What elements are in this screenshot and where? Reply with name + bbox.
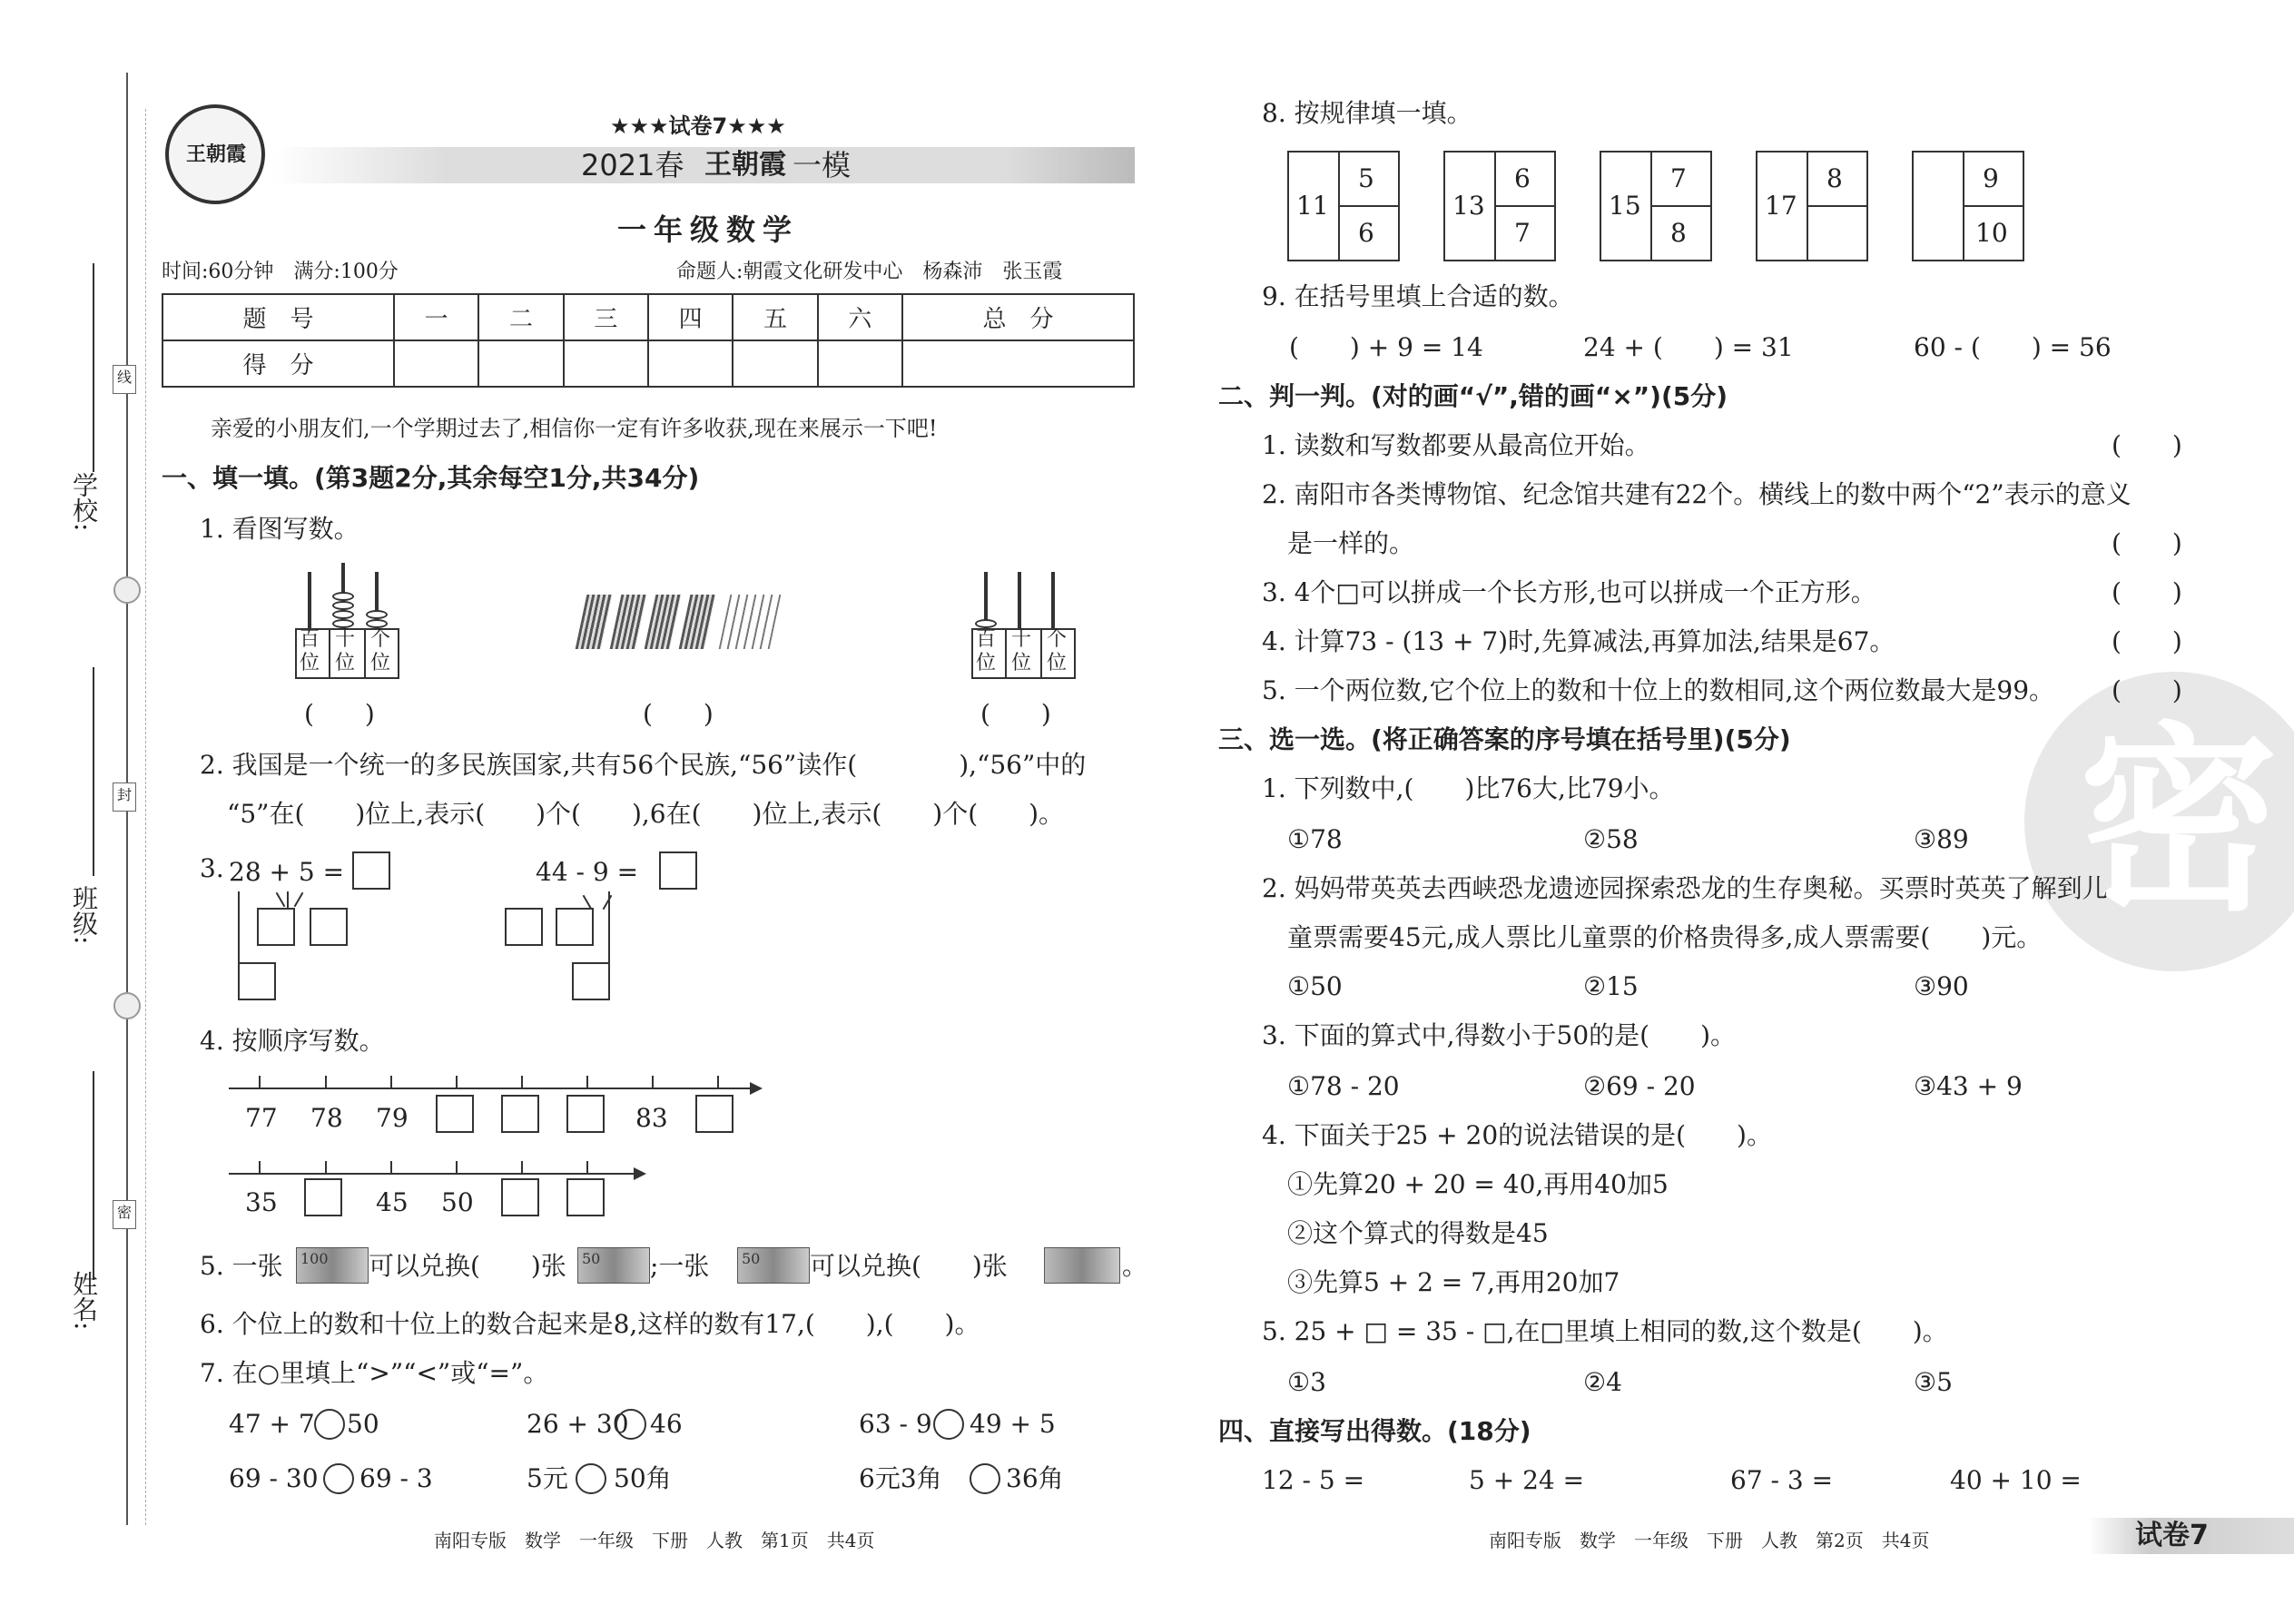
answer-paren[interactable]: ( ) — [304, 699, 375, 729]
judge-paren[interactable]: ( ) — [2112, 675, 2182, 705]
answer-box[interactable] — [436, 1095, 474, 1133]
arrow-head — [750, 1082, 763, 1095]
judge-paren[interactable]: ( ) — [2112, 626, 2182, 656]
number-line-1 — [229, 1088, 753, 1089]
binding-knot-1 — [113, 576, 141, 604]
q1-2-line1: 2. 我国是一个统一的多民族国家,共有56个民族,“56”读作( ),“56”中的 — [200, 750, 1087, 780]
sticks-bundles — [581, 590, 781, 654]
number-label: 83 — [635, 1103, 668, 1133]
compare-left: 63 - 9 — [859, 1409, 932, 1439]
q1-5-e: 。 — [1122, 1251, 1148, 1281]
score-cell: 总 分 — [902, 294, 1134, 340]
q1-9: 9. 在括号里填上合适的数。 — [1262, 281, 1574, 311]
judge-item: 是一样的。 — [1287, 528, 1415, 558]
pattern-box: 15 7 8 — [1600, 151, 1712, 261]
compare-circle[interactable] — [933, 1409, 964, 1440]
pattern-box: 13 6 7 — [1443, 151, 1556, 261]
compare-circle[interactable] — [314, 1409, 345, 1440]
q1-2-line2: “5”在( )位上,表示( )个( ),6在( )位上,表示( )个( )。 — [227, 799, 1065, 829]
intro-text: 亲爱的小朋友们,一个学期过去了,相信你一定有许多收获,现在来展示一下吧! — [211, 416, 938, 441]
score-input[interactable] — [818, 340, 902, 387]
compare-right: 46 — [650, 1409, 683, 1439]
judge-item: 5. 一个两位数,它个位上的数和十位上的数相同,这个两位数最大是99。 — [1262, 675, 2055, 705]
option[interactable]: ①78 - 20 — [1287, 1071, 1400, 1101]
binding-line-inner — [145, 109, 147, 1525]
choice-q3: 3. 下面的算式中,得数小于50的是( )。 — [1262, 1020, 1736, 1050]
split-line — [603, 895, 613, 910]
answer-box[interactable] — [566, 1095, 605, 1133]
compare-left: 5元 — [527, 1463, 568, 1493]
score-cell: 六 — [818, 294, 902, 340]
compare-right: 50 — [347, 1409, 379, 1439]
score-input[interactable] — [564, 340, 648, 387]
option[interactable]: ③90 — [1914, 971, 1969, 1001]
score-cell: 三 — [564, 294, 648, 340]
choice-q4: 4. 下面关于25 + 20的说法错误的是( )。 — [1262, 1120, 1772, 1150]
fill-expr: 24 + ( ) = 31 — [1583, 332, 1794, 362]
q1-5-b: 可以兑换( )张 — [369, 1251, 566, 1281]
q1-5-a: 5. 一张 — [200, 1251, 283, 1281]
score-cell: 五 — [733, 294, 817, 340]
score-cell: 得 分 — [162, 340, 394, 387]
q1-5-c: ;一张 — [650, 1251, 710, 1281]
answer-box[interactable] — [501, 1178, 539, 1216]
answer-box[interactable] — [572, 962, 610, 1000]
judge-paren[interactable]: ( ) — [2112, 430, 2182, 460]
split-line — [276, 892, 286, 908]
split-line — [238, 891, 240, 962]
banknote-100-icon: 100 — [296, 1247, 369, 1284]
footer-left: 南阳专版 数学 一年级 下册 人教 第1页 共4页 — [434, 1530, 875, 1551]
name-line — [93, 1071, 94, 1280]
class-label: 班级: — [69, 885, 99, 945]
abacus-2: 百 位 十 位 个 位 — [971, 563, 1076, 679]
option[interactable]: ③先算5 + 2 = 7,再用20加7 — [1287, 1267, 1620, 1297]
calc-item: 67 - 3 = — [1730, 1465, 1834, 1495]
exam-time: 时间:60分钟 满分:100分 — [162, 261, 399, 283]
split-line — [287, 891, 289, 910]
choice-q5: 5. 25 + □ = 35 - □,在□里填上相同的数,这个数是( )。 — [1262, 1316, 1948, 1346]
answer-box[interactable] — [257, 908, 295, 946]
split-line — [294, 892, 304, 908]
arrow-head — [634, 1167, 646, 1180]
judge-item: 4. 计算73 - (13 + 7)时,先算减法,再算加法,结果是67。 — [1262, 626, 1895, 656]
q1-3-expr-a: 28 + 5 = — [229, 857, 345, 887]
q1-8: 8. 按规律填一填。 — [1262, 98, 1472, 128]
score-input[interactable] — [902, 340, 1134, 387]
option[interactable]: ②69 - 20 — [1583, 1071, 1696, 1101]
judge-item: 1. 读数和写数都要从最高位开始。 — [1262, 430, 1650, 460]
compare-left: 6元3角 — [859, 1463, 942, 1493]
compare-left: 47 + 7 — [229, 1409, 315, 1439]
answer-box[interactable] — [659, 851, 697, 890]
pattern-box[interactable]: 9 10 — [1912, 151, 2024, 261]
compare-circle[interactable] — [323, 1463, 354, 1494]
judge-paren[interactable]: ( ) — [2112, 528, 2182, 558]
score-cell: 四 — [648, 294, 733, 340]
number-line-2 — [229, 1173, 637, 1175]
compare-circle[interactable] — [576, 1463, 606, 1494]
option[interactable]: ①50 — [1287, 971, 1343, 1001]
compare-right: 49 + 5 — [970, 1409, 1056, 1439]
q1-6: 6. 个位上的数和十位上的数合起来是8,这样的数有17,( ),( )。 — [200, 1309, 980, 1339]
score-table — [162, 293, 1135, 388]
calc-item: 12 - 5 = — [1262, 1465, 1365, 1495]
number-label: 79 — [376, 1103, 409, 1133]
class-line — [93, 667, 94, 876]
option[interactable]: ①先算20 + 20 = 40,再用40加5 — [1287, 1169, 1669, 1199]
number-label: 78 — [310, 1103, 343, 1133]
compare-left: 26 + 30 — [527, 1409, 629, 1439]
abacus-1: 百 位 十 位 个 位 — [295, 563, 399, 679]
compare-right: 36角 — [1006, 1463, 1064, 1493]
judge-paren[interactable]: ( ) — [2112, 577, 2182, 607]
school-line — [93, 263, 94, 472]
score-cell: 一 — [394, 294, 478, 340]
binding-knot-2 — [113, 992, 141, 1019]
brand-name: 王朝霞 — [704, 149, 786, 181]
q1-3-label: 3. — [200, 853, 224, 883]
q1-1: 1. 看图写数。 — [200, 514, 359, 544]
score-header-row — [162, 294, 1134, 340]
choice-q1: 1. 下列数中,( )比76大,比79小。 — [1262, 773, 1675, 803]
q1-5-d: 可以兑换( )张 — [810, 1251, 1008, 1281]
score-input[interactable] — [394, 340, 478, 387]
title-suffix: 一模 — [793, 148, 852, 182]
q1-3-expr-b: 44 - 9 = — [536, 857, 639, 887]
answer-box[interactable] — [695, 1095, 733, 1133]
paper-badge: ★★★试卷7★★★ — [610, 113, 786, 139]
answer-box[interactable] — [556, 908, 594, 946]
section-2-title: 二、判一判。(对的画“√”,错的画“×”)(5分) — [1218, 381, 1728, 411]
exam-authors: 命题人:朝霞文化研发中心 杨森沛 张玉霞 — [676, 261, 1063, 283]
answer-paren[interactable]: ( ) — [980, 699, 1051, 729]
mark-secret: 密 — [113, 1200, 136, 1229]
pattern-box: 11 5 6 — [1287, 151, 1400, 261]
answer-paren[interactable]: ( ) — [643, 699, 714, 729]
answer-box[interactable] — [352, 851, 390, 890]
score-input[interactable] — [733, 340, 817, 387]
logo — [165, 104, 265, 204]
secret-watermark-text: 密 — [2079, 705, 2279, 938]
title-prefix: 2021春 — [581, 148, 684, 182]
school-label: 学校: — [69, 472, 99, 532]
subject-title: 一年级数学 — [617, 212, 800, 247]
pattern-box[interactable]: 17 8 — [1756, 151, 1868, 261]
calc-item: 40 + 10 = — [1950, 1465, 2082, 1495]
choice-q2-line2: 童票需要45元,成人票比儿童票的价格贵得多,成人票需要( )元。 — [1287, 922, 2043, 952]
fill-expr: 60 - ( ) = 56 — [1914, 332, 2112, 362]
answer-box[interactable] — [304, 1178, 342, 1216]
answer-box[interactable] — [310, 908, 348, 946]
option[interactable]: ②这个算式的得数是45 — [1287, 1218, 1549, 1248]
compare-left: 69 - 30 — [229, 1463, 319, 1493]
option[interactable]: ①3 — [1287, 1367, 1326, 1397]
q1-7: 7. 在○里填上“>”“<”或“=”。 — [200, 1358, 549, 1388]
number-label: 35 — [245, 1187, 278, 1217]
banknote-50-icon: 50 — [577, 1247, 650, 1284]
score-value-row — [162, 340, 1134, 387]
answer-box[interactable] — [238, 962, 276, 1000]
option[interactable]: ①78 — [1287, 824, 1343, 854]
mark-line: 线 — [113, 365, 136, 394]
calc-item: 5 + 24 = — [1469, 1465, 1585, 1495]
option[interactable]: ②4 — [1583, 1367, 1622, 1397]
score-input[interactable] — [478, 340, 563, 387]
compare-right: 50角 — [614, 1463, 672, 1493]
number-label: 77 — [245, 1103, 278, 1133]
logo-text: 王朝霞 — [185, 143, 246, 166]
compare-circle[interactable] — [970, 1463, 1000, 1494]
header-band — [272, 147, 1135, 183]
section-1-title: 一、填一填。(第3题2分,其余每空1分,共34分) — [162, 463, 700, 493]
score-input[interactable] — [648, 340, 733, 387]
option[interactable]: ③89 — [1914, 824, 1969, 854]
answer-box[interactable] — [501, 1095, 539, 1133]
option[interactable]: ②15 — [1583, 971, 1639, 1001]
judge-item: 3. 4个□可以拼成一个长方形,也可以拼成一个正方形。 — [1262, 577, 1876, 607]
banknote-icon — [1044, 1247, 1120, 1284]
banknote-50-icon: 50 — [737, 1247, 810, 1284]
footer-tag: 试卷7 — [2135, 1520, 2209, 1551]
judge-item: 2. 南阳市各类博物馆、纪念馆共建有22个。横线上的数中两个“2”表示的意义 — [1262, 479, 2132, 509]
split-line — [608, 891, 610, 962]
score-cell: 二 — [478, 294, 563, 340]
choice-q2-line1: 2. 妈妈带英英去西峡恐龙遗迹园探索恐龙的生存奥秘。买票时英英了解到儿 — [1262, 873, 2108, 903]
option[interactable]: ②58 — [1583, 824, 1639, 854]
option[interactable]: ③5 — [1914, 1367, 1953, 1397]
section-3-title: 三、选一选。(将正确答案的序号填在括号里)(5分) — [1218, 724, 1791, 754]
mark-seal: 封 — [113, 782, 136, 812]
fill-expr: ( ) + 9 = 14 — [1289, 332, 1483, 362]
q1-4: 4. 按顺序写数。 — [200, 1026, 385, 1056]
answer-box[interactable] — [505, 908, 543, 946]
compare-right: 69 - 3 — [359, 1463, 433, 1493]
name-label: 姓名: — [69, 1271, 99, 1331]
number-label: 50 — [441, 1187, 474, 1217]
footer-right: 南阳专版 数学 一年级 下册 人教 第2页 共4页 — [1489, 1530, 1930, 1551]
compare-circle[interactable] — [615, 1409, 646, 1440]
section-4-title: 四、直接写出得数。(18分) — [1218, 1416, 1531, 1446]
score-cell: 题 号 — [162, 294, 394, 340]
option[interactable]: ③43 + 9 — [1914, 1071, 2023, 1101]
number-label: 45 — [376, 1187, 409, 1217]
answer-box[interactable] — [566, 1178, 605, 1216]
